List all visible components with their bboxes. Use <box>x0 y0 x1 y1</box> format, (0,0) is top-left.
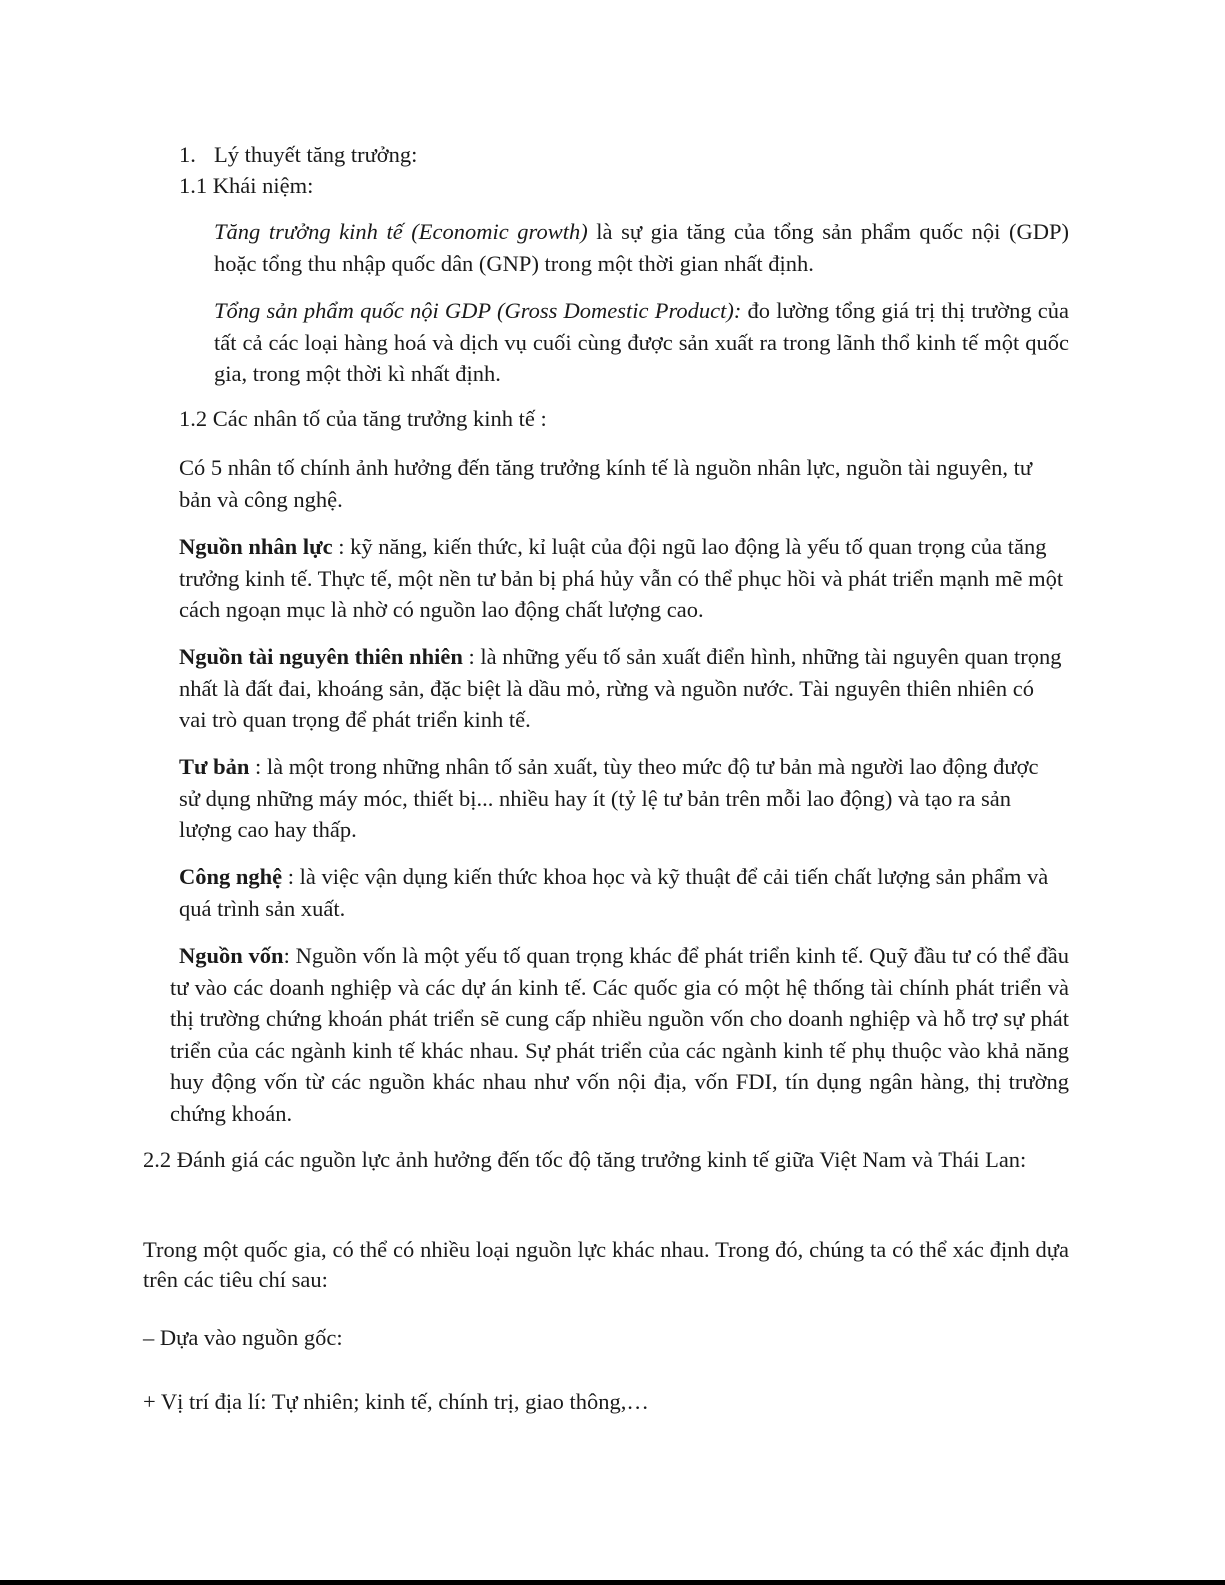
factor-human-resources <box>179 531 1064 626</box>
heading-1-2: 1.2 Các nhân tố của tăng trưởng kinh tế : <box>179 406 547 431</box>
heading-1-1: 1.1 Khái niệm: <box>179 173 314 198</box>
definition-term: Tổng sản phẩm quốc nội GDP (Gross Domestic Product): <box>214 298 742 323</box>
definition-gdp <box>214 295 1069 390</box>
factor-technology <box>179 861 1069 924</box>
factor-natural-resources <box>179 641 1064 736</box>
page-bottom-border <box>0 1580 1225 1585</box>
definition-economic-growth <box>214 216 1069 279</box>
factor-body: : kỹ năng, kiến thức, kỉ luật của đội ngũ lao động là yếu tố quan trọng của tăng trưởng kinh tế. Thực tế, một nền tư bản bị phá hủy vẫn có thể phục hồi và phát triển mạnh mẽ một cách ngoạn mục là nhờ có nguồn lao động chất lượng cao. <box>179 534 1064 622</box>
factor-term: Nguồn nhân lực <box>179 534 333 559</box>
section-2-2-paragraph <box>143 1235 1069 1295</box>
definition-body: là sự gia tăng của tổng sản phẩm quốc nội (GDP) hoặc tổng thu nhập quốc dân (GNP) trong một thời gian nhất định. <box>214 219 1069 276</box>
criteria-location: + Vị trí địa lí: Tự nhiên; kinh tế, chính trị, giao thông,… <box>143 1389 649 1414</box>
heading-1-number: 1. <box>179 142 196 167</box>
factor-body: : là những yếu tố sản xuất điển hình, những tài nguyên quan trọng nhất là đất đai, khoáng sản, đặc biệt là dầu mỏ, rừng và nguồn nước. Tài nguyên thiên nhiên có vai trò quan trọng để phát triển kinh tế. <box>179 644 1062 732</box>
factor-term: Nguồn tài nguyên thiên nhiên <box>179 644 463 669</box>
factor-body: : Nguồn vốn là một yếu tố quan trọng khác để phát triển kinh tế. Quỹ đầu tư có thể đầu tư vào các doanh nghiệp và các dự án kinh tế. Các quốc gia có một hệ thống tài chính phát triển và thị trường chứng khoán phát triển sẽ cung cấp nhiều nguồn vốn cho doanh nghiệp và hỗ trợ sự phát triển của các ngành kinh tế khác nhau. Sự phát triển của các ngành kinh tế phụ thuộc vào khả năng huy động vốn từ các nguồn khác nhau như vốn nội địa, vốn FDI, tín dụng ngân hàng, thị trường chứng khoán. <box>170 943 1069 1126</box>
heading-2-2-text: 2.2 Đánh giá các nguồn lực ảnh hưởng đến tốc độ tăng trưởng kinh tế giữa Việt Nam và Thái Lan: <box>143 1147 1027 1172</box>
heading-1-text: Lý thuyết tăng trưởng: <box>214 142 418 167</box>
factor-term: Công nghệ <box>179 864 283 889</box>
factor-body: : là một trong những nhân tố sản xuất, tùy theo mức độ tư bản mà người lao động được sử dụng những máy móc, thiết bị... nhiều hay ít (tỷ lệ tư bản trên mỗi lao động) và tạo ra sản lượng cao hay thấp. <box>179 754 1039 842</box>
factors-intro-text: Có 5 nhân tố chính ảnh hưởng đến tăng trưởng kính tế là nguồn nhân lực, nguồn tài nguyên, tư bản và công nghệ. <box>179 455 1033 512</box>
definition-term: Tăng trưởng kinh tế (Economic growth) <box>214 219 588 244</box>
heading-2-2 <box>143 1145 1043 1175</box>
heading-1 <box>179 142 417 168</box>
factor-funding <box>170 940 1069 1129</box>
section-2-2-text: Trong một quốc gia, có thể có nhiều loại nguồn lực khác nhau. Trong đó, chúng ta có thể xác định dựa trên các tiêu chí sau: <box>143 1237 1069 1292</box>
factor-term: Nguồn vốn <box>179 943 284 968</box>
factor-body: : là việc vận dụng kiến thức khoa học và kỹ thuật để cải tiến chất lượng sản phẩm và quá trình sản xuất. <box>179 864 1049 921</box>
definition-body: đo lường tổng giá trị thị trường của tất cả các loại hàng hoá và dịch vụ cuối cùng được sản xuất ra trong lãnh thổ kinh tế một quốc gia, trong một thời kì nhất định. <box>214 298 1069 386</box>
factor-capital <box>179 751 1064 846</box>
factor-term: Tư bản <box>179 754 250 779</box>
criteria-origin: – Dựa vào nguồn gốc: <box>143 1325 343 1350</box>
factors-intro <box>179 452 1064 515</box>
